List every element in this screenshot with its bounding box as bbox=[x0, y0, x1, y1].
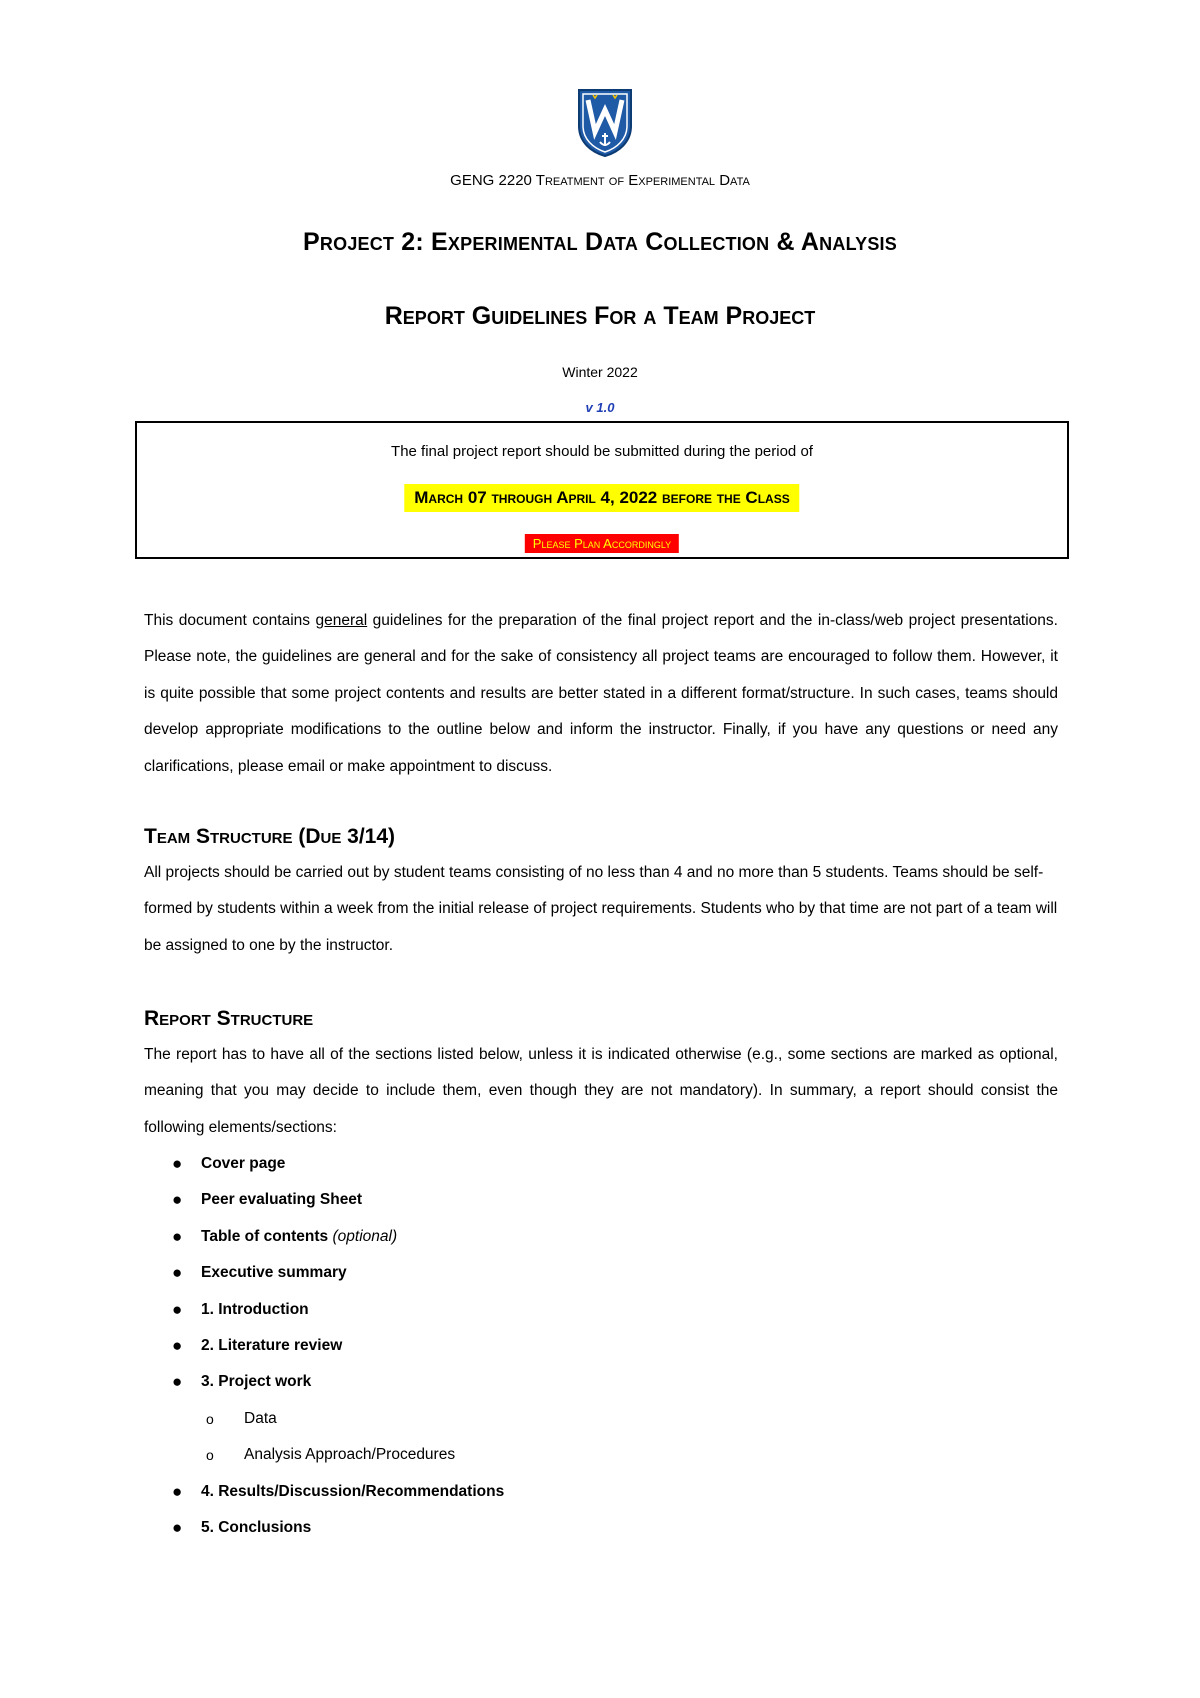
intro-text-before: This document contains bbox=[144, 612, 316, 629]
list-item-label bbox=[201, 1219, 397, 1255]
report-title: Report Guidelines For a Team Project bbox=[384, 302, 816, 330]
bullet-icon: ● bbox=[172, 1226, 183, 1246]
list-item-label: 2. Literature review bbox=[201, 1336, 343, 1354]
list-item-label: Peer evaluating Sheet bbox=[201, 1191, 363, 1209]
list-item-label: 1. Introduction bbox=[201, 1300, 309, 1318]
submission-notice-box bbox=[135, 421, 1069, 559]
list-item-label-text: Table of contents bbox=[201, 1227, 329, 1245]
sub-list-item bbox=[144, 1437, 1044, 1473]
intro-text-after: guidelines for the preparation of the final project report and the in-class/web project presentations. Please note, the guidelines are general and for the sake of consistency all project teams are encouraged to follow them. However, it is quite possible that some project contents and results are better stated in a different format/structure. In such cases, teams should develop appropriate modifications to the outline below and inform the instructor. Finally, if you have any questions or need any clarifications, please email or make appointment to discuss. bbox=[144, 612, 1058, 775]
intro-paragraph bbox=[144, 603, 1058, 785]
list-item-label: 3. Project work bbox=[201, 1373, 312, 1391]
version-label: v 1.0 bbox=[585, 400, 615, 415]
bullet-icon: ● bbox=[172, 1335, 183, 1355]
team-structure-paragraph: All projects should be carried out by student teams consisting of no less than 4 and no more than 5 students. Teams should be self-formed by students within a week from the initial release of project requirements. Students who by that time are not part of a team will be assigned to one by the instructor. bbox=[144, 864, 1058, 954]
bullet-icon: ● bbox=[172, 1299, 183, 1319]
hollow-bullet-icon: o bbox=[206, 1447, 214, 1464]
list-item-label: Executive summary bbox=[201, 1264, 347, 1282]
list-item bbox=[144, 1292, 1044, 1328]
list-item bbox=[144, 1364, 1044, 1400]
term-label: Winter 2022 bbox=[562, 364, 638, 380]
list-item bbox=[144, 1182, 1044, 1218]
list-item-label: Cover page bbox=[201, 1155, 286, 1172]
university-shield-logo bbox=[575, 86, 635, 158]
bullet-icon: ● bbox=[172, 1481, 183, 1501]
hollow-bullet-icon: o bbox=[206, 1410, 214, 1427]
list-item bbox=[144, 1255, 1044, 1291]
sub-list-item-label: Data bbox=[244, 1409, 277, 1427]
report-structure-heading: Report Structure bbox=[144, 1007, 314, 1030]
bullet-icon: ● bbox=[172, 1190, 183, 1210]
list-item-label: 5. Conclusions bbox=[201, 1518, 312, 1536]
submission-notice-text: The final project report should be submitted during the period of bbox=[391, 443, 813, 460]
course-title: GENG 2220 Treatment of Experimental Data bbox=[450, 172, 750, 189]
list-item-label: 4. Results/Discussion/Recommendations bbox=[201, 1482, 505, 1500]
bullet-icon: ● bbox=[172, 1372, 183, 1392]
list-item bbox=[144, 1219, 1044, 1255]
sub-list-item-label: Analysis Approach/Procedures bbox=[244, 1446, 456, 1464]
sub-list-item bbox=[144, 1401, 1044, 1437]
team-structure-heading: Team Structure (Due 3/14) bbox=[144, 825, 396, 848]
submission-deadline: March 07 through April 4, 2022 before the Class bbox=[404, 484, 799, 512]
list-item bbox=[144, 1328, 1044, 1364]
bullet-icon: ● bbox=[172, 1517, 183, 1537]
list-item bbox=[144, 1510, 1044, 1546]
bullet-icon: ● bbox=[172, 1263, 183, 1283]
project-title: Project 2: Experimental Data Collection & Analysis bbox=[303, 228, 897, 256]
bullet-icon: ● bbox=[172, 1154, 183, 1173]
optional-note: (optional) bbox=[332, 1227, 398, 1245]
list-item bbox=[144, 1474, 1044, 1510]
list-item bbox=[144, 1146, 1044, 1182]
report-sections-list bbox=[144, 1146, 1044, 1546]
plan-accordingly-banner: Please Plan Accordingly bbox=[525, 534, 679, 553]
intro-underlined-word: general bbox=[315, 612, 368, 629]
report-structure-paragraph: The report has to have all of the sections listed below, unless it is indicated otherwise (e.g., some sections are marked as optional, meaning that you may decide to include them, even though they are not mandatory). In summary, a report should consist the following elements/sections: bbox=[144, 1046, 1058, 1136]
